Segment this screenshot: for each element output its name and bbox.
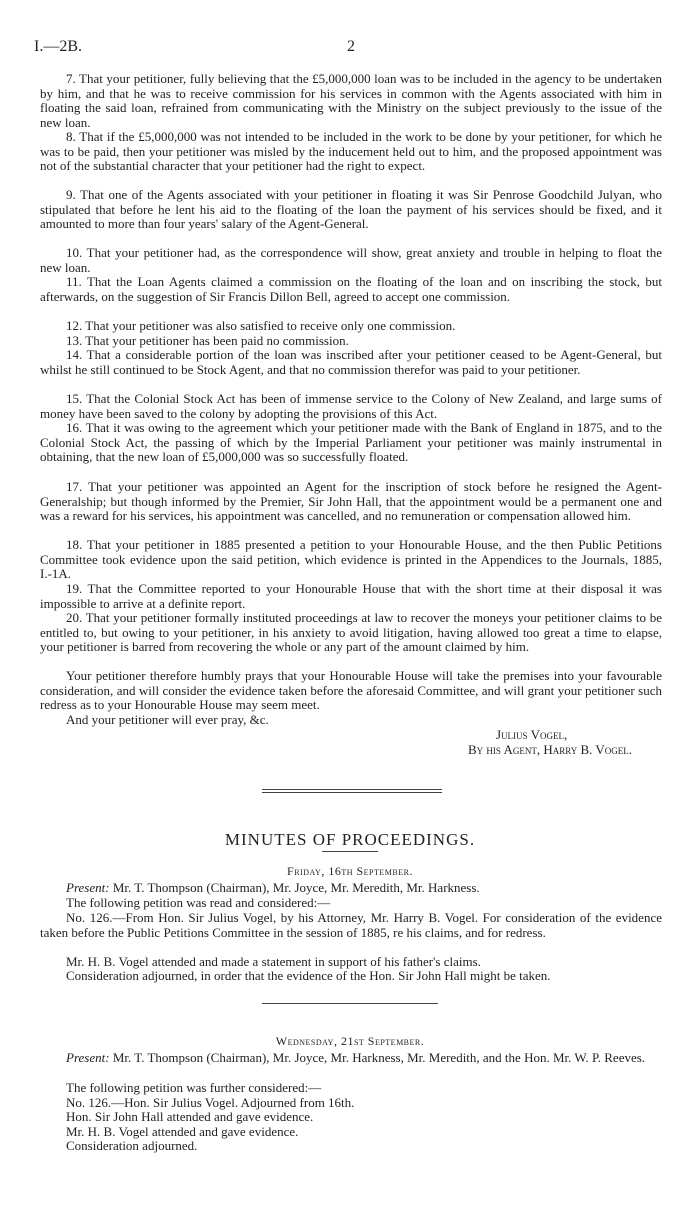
minutes-2-line-1: The following petition was further considered:— (66, 1080, 322, 1095)
present-members: Mr. T. Thompson (Chairman), Mr. Joyce, Mr. Harkness, Mr. Meredith, and the Hon. Mr. W. P. Reeves. (112, 1050, 646, 1065)
date-text: Wednesday, 21st September. (275, 1034, 425, 1048)
minutes-2-line-2: No. 126.—Hon. Sir Julius Vogel. Adjourned from 16th. (66, 1095, 355, 1110)
minutes-2-line-3: Hon. Sir John Hall attended and gave evidence. (66, 1109, 314, 1124)
paper-reference: I.—2B. (34, 38, 82, 55)
section-divider-double (262, 792, 442, 793)
petition-para-17: 17. That your petitioner was appointed an Agent for the inscription of stock before he resigned the Agent-Generalship; but though informed by the Premier, Sir John Hall, that the appointment would be a permanent one and was a reward for his services, his appointment was cancelled, and no remuneration or compensation allowed him. (40, 479, 662, 524)
minutes-1-line-3: Mr. H. B. Vogel attended and made a statement in support of his father's claims. (66, 954, 481, 969)
signature-name: Julius Vogel, (496, 727, 568, 742)
present-1 (40, 881, 662, 896)
minutes-date-2 (0, 1034, 700, 1049)
minutes-2-line-4: Mr. H. B. Vogel attended and gave evidence. (66, 1124, 299, 1139)
petition-prayer: Your petitioner therefore humbly prays that your Honourable House will take the premises into your favourable consideration, and will consider the evidence taken before the aforesaid Committee, and will grant your petitioner such redress as to your Honourable House may seem meet. (40, 668, 662, 713)
section-divider (262, 789, 442, 790)
petition-para-11: 11. That the Loan Agents claimed a commission on the floating of the loan and on inscribing the stock, but afterwards, on the suggestion of Sir Francis Dillon Bell, agreed to accept one commission. (40, 274, 662, 304)
minutes-title: MINUTES OF PROCEEDINGS. (224, 830, 476, 849)
petition-para-19: 19. That the Committee reported to your Honourable House that with the short time at their disposal it was impossible to arrive at a definite report. (40, 581, 662, 611)
minutes-divider (262, 1003, 438, 1004)
petition-para-8: 8. That if the £5,000,000 was not intended to be included in the work to be done by your petitioner, for which he was to be paid, then your petitioner was misled by the inducement held out to him, and the proposed appointment was not of the substantial character that your petitioner had the right to expect. (40, 129, 662, 174)
present-label: Present: (66, 880, 110, 895)
present-members: Mr. T. Thompson (Chairman), Mr. Joyce, Mr. Meredith, Mr. Harkness. (112, 880, 480, 895)
petition-para-15: 15. That the Colonial Stock Act has been of immense service to the Colony of New Zealand, and large sums of money have been saved to the colony by adopting the provisions of this Act. (40, 391, 662, 421)
petition-para-9: 9. That one of the Agents associated with your petitioner in floating it was Sir Penrose Goodchild Julyan, who stipulated that before he lent his aid to the floating of the loan the payment of his services should be fixed, and it amounted to more than four years' salary of the Agent-General. (40, 187, 662, 232)
minutes-2-line-5: Consideration adjourned. (66, 1138, 198, 1153)
page-header (34, 38, 664, 58)
petition-para-16: 16. That it was owing to the agreement which your petitioner made with the Bank of England in 1875, and to the Colonial Stock Act, the passing of which by the Imperial Parliament your petitioner was mainly instrumental in obtaining, that the new loan of £5,000,000 was so successfully floated. (40, 420, 662, 465)
minutes-1-line-2: No. 126.—From Hon. Sir Julius Vogel, by his Attorney, Mr. Harry B. Vogel. For consideration of the evidence taken before the Public Petitions Committee in the session of 1885, re his claims, and for redress. (40, 910, 662, 940)
page-number: 2 (347, 38, 355, 55)
signature-agent: By his Agent, Harry B. Vogel. (468, 742, 633, 757)
minutes-1-line-1: The following petition was read and considered:— (66, 895, 331, 910)
title-underline (322, 851, 378, 852)
present-label: Present: (66, 1050, 110, 1065)
petition-closing: And your petitioner will ever pray, &c. (66, 712, 269, 727)
minutes-date-1 (0, 864, 700, 879)
petition-para-13: 13. That your petitioner has been paid no commission. (66, 333, 349, 348)
petition-para-14: 14. That a considerable portion of the loan was inscribed after your petitioner ceased to be Agent-General, but whilst he still continued to be Stock Agent, and that no commission therefor was paid to your petitioner. (40, 347, 662, 377)
petition-para-7: 7. That your petitioner, fully believing that the £5,000,000 loan was to be included in the agency to be undertaken by him, and that he was to receive commission for his services in common with the Agents associated with him in floating the said loan, refrained from communicating with the Ministry on the subject previously to the issue of the new loan. (40, 71, 662, 130)
petition-para-10: 10. That your petitioner had, as the correspondence will show, great anxiety and trouble in helping to float the new loan. (40, 245, 662, 275)
minutes-1-line-4: Consideration adjourned, in order that the evidence of the Hon. Sir John Hall might be taken. (66, 968, 551, 983)
petition-para-12: 12. That your petitioner was also satisfied to receive only one commission. (66, 318, 456, 333)
petition-para-20: 20. That your petitioner formally instituted proceedings at law to recover the moneys your petitioner claims to be entitled to, but owing to your petitioner, in his anxiety to avoid litigation, having allowed too great a time to elapse, your petitioner is barred from recovering the whole or any part of the amount claimed by him. (40, 610, 662, 655)
petition-para-18: 18. That your petitioner in 1885 presented a petition to your Honourable House, and the then Public Petitions Committee took evidence upon the said petition, which evidence is printed in the Appendices to the Journals, 1885, I.-1A. (40, 537, 662, 582)
date-text: Friday, 16th September. (287, 864, 413, 878)
present-2 (40, 1051, 662, 1066)
